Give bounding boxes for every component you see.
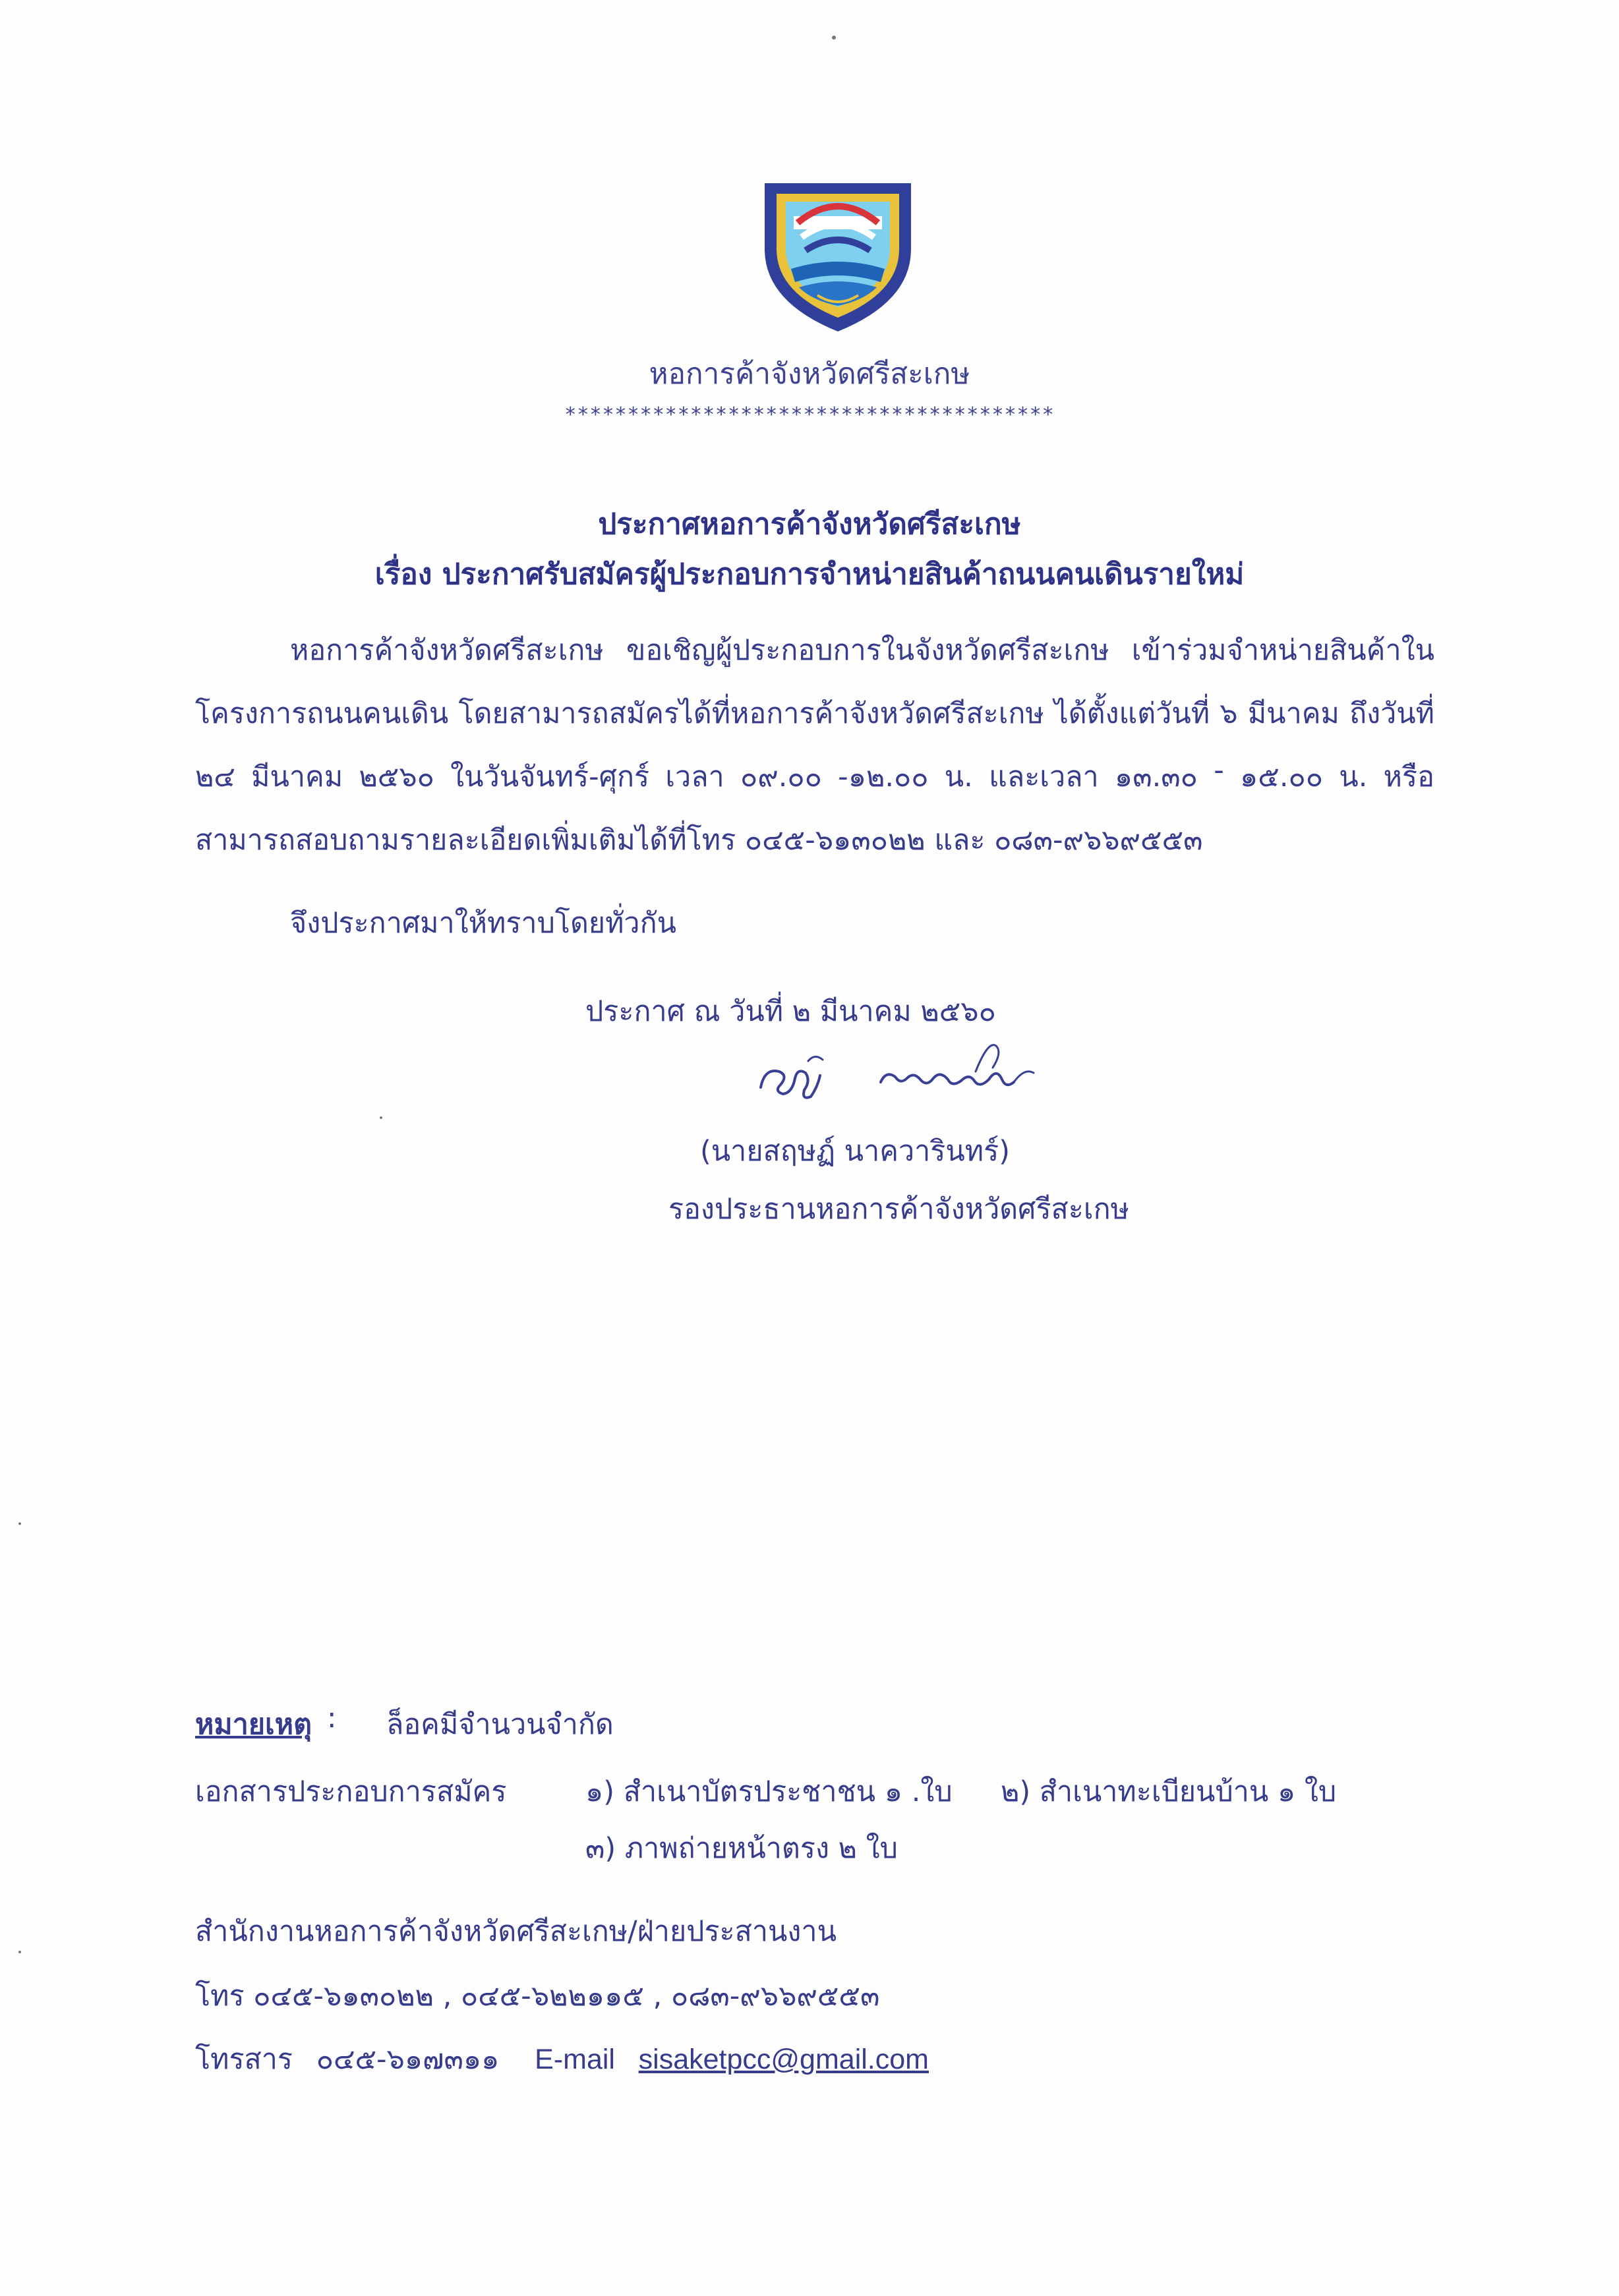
body-word: โครงการถนนคนเดิน: [195, 697, 449, 730]
body-word: ๑๓.๓๐: [1114, 761, 1198, 793]
signer-name: (นายสฤษฏ์ นาควารินทร์): [700, 1135, 1010, 1168]
body-word: -: [1214, 754, 1224, 787]
body-word: เวลา: [665, 761, 724, 793]
body-line-1: [290, 627, 1434, 672]
scan-speck: [380, 1116, 382, 1119]
scan-speck: [18, 1951, 21, 1953]
note-label: หมายเหตุ: [195, 1708, 312, 1741]
chamber-crest-icon: [751, 177, 924, 335]
email-label: E-mail: [535, 2044, 615, 2075]
office-name: สำนักงานหอการค้าจังหวัดศรีสะเกษ/ฝ่ายประสานงาน: [195, 1915, 837, 1948]
closing-statement: จึงประกาศมาให้ทราบโดยทั่วกัน: [290, 907, 677, 940]
body-word: และเวลา: [989, 761, 1099, 793]
fax-email-row: [195, 2036, 929, 2081]
body-word: มีนาคม: [251, 761, 343, 793]
handwritten-signature-icon: [751, 1041, 1048, 1120]
body-word: ๒๕๖๐: [359, 761, 434, 793]
scan-speck: [18, 1522, 21, 1525]
body-word: -๑๒.๐๐: [838, 761, 929, 793]
body-line-2: [195, 691, 1434, 735]
body-word: ในวันจันทร์-ศุกร์: [450, 761, 650, 793]
body-word: เข้าร่วมจำหน่ายสินค้าใน: [1131, 634, 1434, 667]
organization-name: หอการค้าจังหวัดศรีสะเกษ: [649, 357, 970, 391]
signer-title: รองประธานหอการค้าจังหวัดศรีสะเกษ: [668, 1193, 1129, 1226]
body-word: ๐๙.๐๐: [740, 761, 822, 793]
body-word: โดยสามารถสมัครได้ที่หอการค้าจังหวัดศรีสะเกษ: [458, 697, 1044, 730]
body-line-3: [195, 754, 1434, 799]
body-word: หอการค้าจังหวัดศรีสะเกษ: [290, 634, 604, 667]
body-word: ๑๕.๐๐: [1240, 761, 1324, 793]
body-word: มีนาคม: [1247, 697, 1339, 730]
announcement-title: ประกาศหอการค้าจังหวัดศรีสะเกษ: [598, 507, 1021, 541]
document-item-1: ๑) สำเนาบัตรประชาชน ๑ .ใบ: [585, 1775, 953, 1808]
phone-numbers: โทร ๐๔๕-๖๑๓๐๒๒ , ๐๔๕-๖๒๒๑๑๕ , ๐๘๓-๙๖๖๙๕๕๓: [195, 1980, 880, 2013]
body-word: น.: [944, 761, 973, 793]
body-word: ขอเชิญผู้ประกอบการในจังหวัดศรีสะเกษ: [626, 634, 1109, 667]
scan-speck: [832, 36, 836, 40]
header-divider: ***************************************: [564, 403, 1055, 426]
body-line-4: สามารถสอบถามรายละเอียดเพิ่มเติมได้ที่โทร ๐๔๕-๖๑๓๐๒๒ และ ๐๘๓-๙๖๖๙๕๕๓: [195, 824, 1203, 857]
announcement-subject: เรื่อง ประกาศรับสมัครผู้ประกอบการจำหน่ายสินค้าถนนคนเดินรายใหม่: [374, 558, 1245, 591]
email-link[interactable]: sisaketpcc@gmail.com: [638, 2044, 929, 2075]
body-word: หรือ: [1383, 761, 1434, 793]
body-word: ๒๔: [195, 761, 235, 793]
body-word: ได้ตั้งแต่วันที่: [1054, 697, 1210, 730]
body-word: น.: [1339, 761, 1368, 793]
note-colon: :: [327, 1702, 337, 1735]
documents-label: เอกสารประกอบการสมัคร: [195, 1775, 507, 1808]
document-item-3: ๓) ภาพถ่ายหน้าตรง ๒ ใบ: [585, 1832, 898, 1865]
body-word: ถึงวันที่: [1349, 697, 1434, 730]
fax-label: โทรสาร: [195, 2043, 293, 2076]
document-item-2: ๒) สำเนาทะเบียนบ้าน ๑ ใบ: [1001, 1775, 1337, 1808]
announcement-date: ประกาศ ณ วันที่ ๒ มีนาคม ๒๕๖๐: [585, 995, 996, 1028]
fax-number: ๐๔๕-๖๑๗๓๑๑: [316, 2043, 500, 2076]
body-word: ๖: [1220, 697, 1238, 730]
note-text: ล็อคมีจำนวนจำกัด: [386, 1708, 614, 1741]
